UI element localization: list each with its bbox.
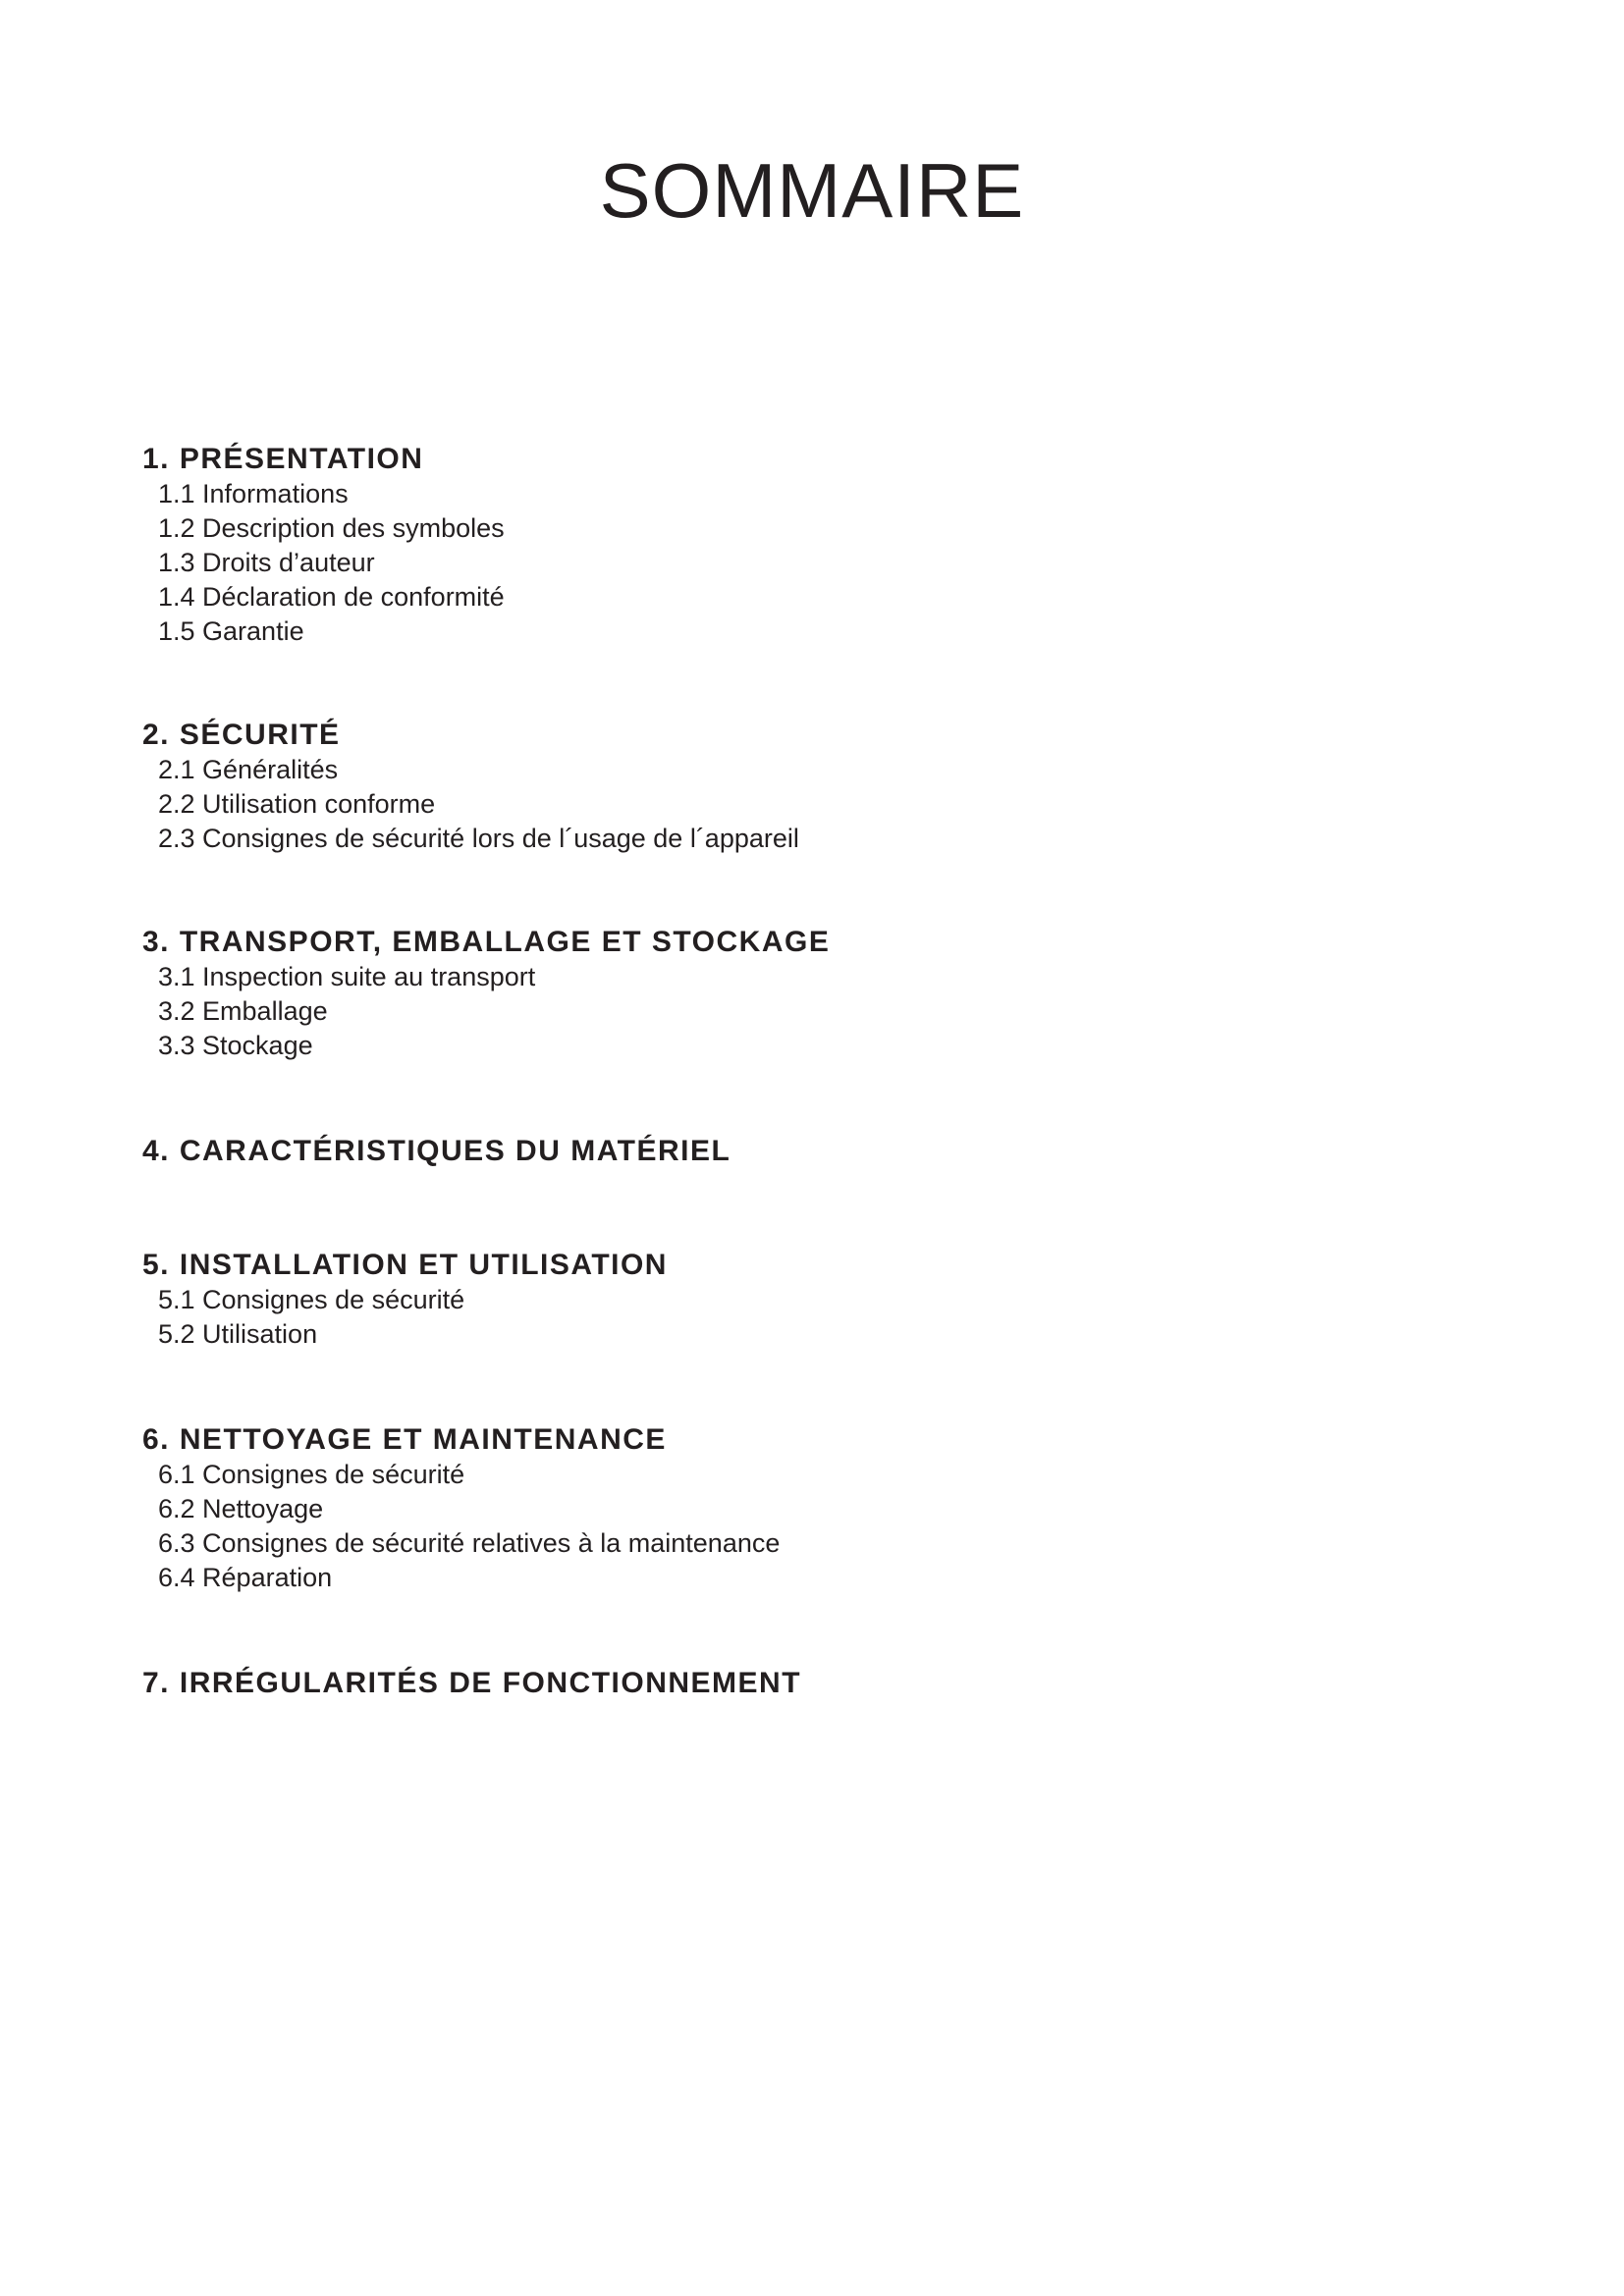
- toc-section-securite: [142, 718, 1419, 856]
- subsection-item[interactable]: 2.1 Généralités: [158, 755, 339, 784]
- subsection-list: [142, 477, 1419, 649]
- subsection-item[interactable]: 1.5 Garantie: [158, 616, 304, 646]
- section-heading[interactable]: 6. NETTOYAGE ET MAINTENANCE: [142, 1423, 667, 1456]
- subsection-item[interactable]: 6.2 Nettoyage: [158, 1494, 324, 1523]
- toc-section-installation: [142, 1248, 1419, 1352]
- subsection-item[interactable]: 3.2 Emballage: [158, 996, 328, 1026]
- subsection-list: [142, 753, 1419, 856]
- section-heading[interactable]: 4. CARACTÉRISTIQUES DU MATÉRIEL: [142, 1135, 731, 1167]
- subsection-list: [142, 960, 1419, 1063]
- subsection-item[interactable]: 1.1 Informations: [158, 479, 349, 508]
- subsection-item[interactable]: 1.2 Description des symboles: [158, 513, 505, 543]
- subsection-item[interactable]: 3.3 Stockage: [158, 1031, 313, 1060]
- subsection-item[interactable]: 5.1 Consignes de sécurité: [158, 1285, 465, 1314]
- section-heading[interactable]: 3. TRANSPORT, EMBALLAGE ET STOCKAGE: [142, 926, 831, 958]
- subsection-item[interactable]: 6.1 Consignes de sécurité: [158, 1460, 465, 1489]
- subsection-item[interactable]: 2.3 Consignes de sécurité lors de l´usage de l´appareil: [158, 824, 799, 853]
- toc-section-presentation: [142, 442, 1419, 649]
- toc-section-caracteristiques: [142, 1134, 1419, 1169]
- subsection-item[interactable]: 6.3 Consignes de sécurité relatives à la maintenance: [158, 1528, 781, 1558]
- toc-section-nettoyage: [142, 1422, 1419, 1595]
- table-of-contents: [142, 442, 1419, 1701]
- section-heading[interactable]: 5. INSTALLATION ET UTILISATION: [142, 1249, 668, 1281]
- subsection-list: [142, 1458, 1419, 1595]
- subsection-item[interactable]: 5.2 Utilisation: [158, 1319, 318, 1349]
- page-title: SOMMAIRE: [599, 147, 1025, 234]
- toc-section-irregularites: [142, 1666, 1419, 1701]
- section-heading[interactable]: 2. SÉCURITÉ: [142, 719, 341, 751]
- subsection-item[interactable]: 1.3 Droits d’auteur: [158, 548, 375, 577]
- section-heading[interactable]: 7. IRRÉGULARITÉS DE FONCTIONNEMENT: [142, 1667, 802, 1699]
- toc-section-transport: [142, 925, 1419, 1063]
- subsection-item[interactable]: 3.1 Inspection suite au transport: [158, 962, 536, 991]
- subsection-item[interactable]: 6.4 Réparation: [158, 1563, 333, 1592]
- subsection-item[interactable]: 2.2 Utilisation conforme: [158, 789, 436, 819]
- subsection-list: [142, 1283, 1419, 1352]
- subsection-item[interactable]: 1.4 Déclaration de conformité: [158, 582, 505, 612]
- section-heading[interactable]: 1. PRÉSENTATION: [142, 443, 424, 475]
